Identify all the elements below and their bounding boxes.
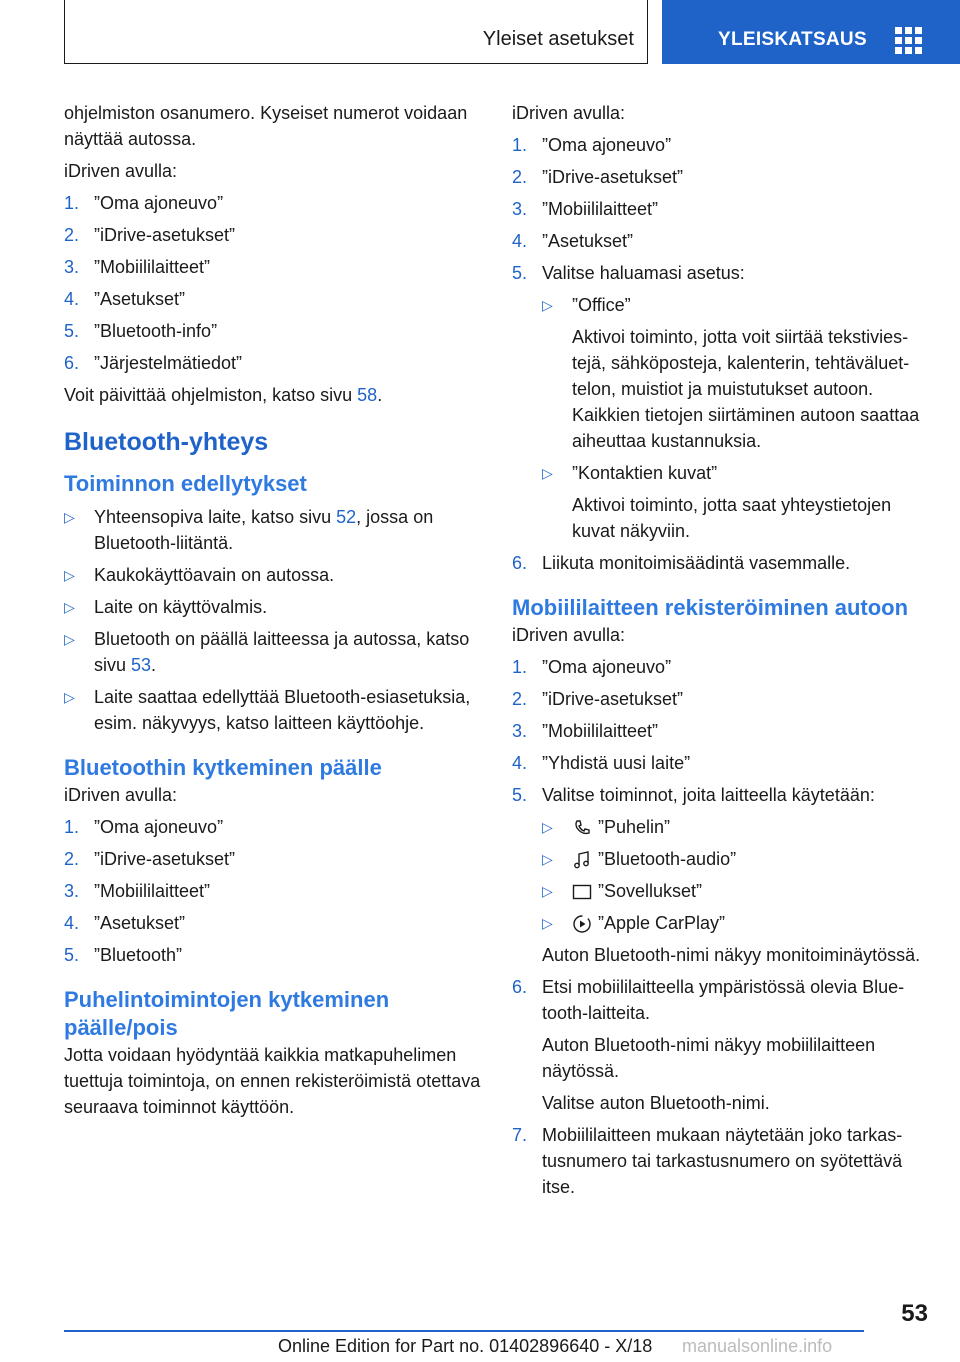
tab-overview-label: YLEISKATSAUS bbox=[718, 29, 867, 50]
subsection-heading: Bluetoothin kytkeminen päälle bbox=[64, 755, 382, 780]
list-number: 3. bbox=[64, 881, 80, 901]
list-number: 2. bbox=[64, 849, 80, 869]
option-label: ”Bluetooth-audio” bbox=[598, 849, 737, 869]
list-item bbox=[64, 254, 484, 280]
list-item bbox=[512, 228, 928, 254]
text: Laite on käyttövalmis. bbox=[94, 597, 268, 617]
list-text: Valitse toiminnot, joita laitteella käytetään: bbox=[542, 785, 875, 805]
option-description: Aktivoi toiminto, jotta saat yhteystietojen kuvat näkyviin. bbox=[572, 495, 892, 541]
list-number: 5. bbox=[64, 321, 80, 341]
list-number: 4. bbox=[64, 913, 80, 933]
list-item bbox=[64, 846, 484, 872]
footer-divider bbox=[64, 1330, 864, 1332]
triangle-bullet-icon: ▷ bbox=[542, 851, 553, 867]
numbered-list bbox=[512, 654, 928, 1200]
list-item bbox=[512, 132, 928, 158]
subsection-heading: Mobiililaitteen rekisteröiminen autoon bbox=[512, 595, 909, 620]
step-description: Valitse auton Bluetooth-nimi. bbox=[542, 1093, 770, 1113]
triangle-bullet-icon: ▷ bbox=[542, 883, 553, 899]
list-item bbox=[542, 292, 928, 454]
list-item bbox=[512, 260, 928, 544]
text: , jossa on Bluetooth-liitäntä. bbox=[94, 507, 434, 553]
option-label: ”Kontaktien kuvat” bbox=[572, 463, 718, 483]
list-text: ”Oma ajoneuvo” bbox=[94, 817, 224, 837]
text: Laite saattaa edellyttää Bluetooth-esiasetuksia, esim. näkyvyys, katso laitteen käyttöohje. bbox=[94, 687, 471, 733]
list-text: ”Mobiililaitteet” bbox=[542, 721, 659, 741]
list-text: ”Oma ajoneuvo” bbox=[94, 193, 224, 213]
list-text: ”Oma ajoneuvo” bbox=[542, 135, 672, 155]
subsection-heading: Toiminnon edellytykset bbox=[64, 471, 307, 496]
left-column bbox=[64, 100, 484, 1120]
triangle-bullet-icon: ▷ bbox=[64, 567, 75, 583]
list-number: 3. bbox=[64, 257, 80, 277]
bullet-list bbox=[542, 292, 928, 544]
list-item bbox=[512, 196, 928, 222]
list-number: 2. bbox=[64, 225, 80, 245]
list-number: 6. bbox=[512, 977, 528, 997]
step-description: Auton Bluetooth-nimi näkyy mobiililaitteen näytössä. bbox=[542, 1035, 876, 1081]
watermark: manualsonline.info bbox=[682, 1336, 833, 1356]
paragraph: iDriven avulla: bbox=[64, 785, 178, 805]
tab-overview[interactable] bbox=[662, 0, 960, 64]
triangle-bullet-icon: ▷ bbox=[542, 465, 553, 481]
triangle-bullet-icon: ▷ bbox=[542, 819, 553, 835]
list-number: 4. bbox=[512, 753, 528, 773]
list-item bbox=[512, 782, 928, 968]
paragraph: ohjelmiston osanumero. Kyseiset numerot voidaan näyttää autossa. bbox=[64, 103, 468, 149]
list-text: ”Asetukset” bbox=[542, 231, 634, 251]
list-text: ”Mobiililaitteet” bbox=[94, 881, 211, 901]
list-number: 1. bbox=[512, 135, 528, 155]
triangle-bullet-icon: ▷ bbox=[64, 509, 75, 525]
list-item bbox=[64, 594, 484, 620]
paragraph: iDriven avulla: bbox=[512, 103, 626, 123]
list-text: ”iDrive-asetukset” bbox=[542, 167, 684, 187]
music-note-icon bbox=[572, 850, 592, 870]
text: Kaukokäyttöavain on autossa. bbox=[94, 565, 335, 585]
list-item bbox=[512, 750, 928, 776]
list-item bbox=[542, 878, 928, 904]
list-item bbox=[512, 654, 928, 680]
list-text: ”Järjestelmätiedot” bbox=[94, 353, 243, 373]
list-text: ”iDrive-asetukset” bbox=[94, 225, 236, 245]
edition-text: Online Edition for Part no. 01402896640 - X/18 bbox=[278, 1336, 653, 1356]
option-label: ”Office” bbox=[572, 295, 631, 315]
list-number: 6. bbox=[64, 353, 80, 373]
list-item bbox=[64, 942, 484, 968]
triangle-bullet-icon: ▷ bbox=[542, 297, 553, 313]
list-text: ”Asetukset” bbox=[94, 913, 186, 933]
paragraph: iDriven avulla: bbox=[64, 161, 178, 181]
list-text: ”Bluetooth” bbox=[94, 945, 183, 965]
list-item bbox=[64, 190, 484, 216]
list-text: Mobiililaitteen mukaan näytetään joko tarkastusnumero tai tarkastusnumero on syötettävä itse. bbox=[542, 1125, 903, 1197]
list-item bbox=[64, 222, 484, 248]
bullet-list bbox=[64, 504, 484, 736]
paragraph: iDriven avulla: bbox=[512, 625, 626, 645]
list-item bbox=[64, 504, 484, 556]
list-number: 6. bbox=[512, 553, 528, 573]
triangle-bullet-icon: ▷ bbox=[64, 631, 75, 647]
list-item bbox=[64, 350, 484, 376]
numbered-list bbox=[512, 132, 928, 576]
list-text: ”Oma ajoneuvo” bbox=[542, 657, 672, 677]
list-item bbox=[542, 460, 928, 544]
text: Bluetooth on päällä laitteessa ja autossa, katso sivu bbox=[94, 629, 470, 675]
option-description: Aktivoi toiminto, jotta voit siirtää tekstiviestejä, sähköposteja, kalenterin, tehtäväluettelon, muistiot ja muistutukset autoon. Kaikkien tietojen siirtäminen autoon saattaa aiheuttaa kustannuksia. bbox=[572, 327, 920, 451]
list-item bbox=[512, 550, 928, 576]
list-item bbox=[512, 164, 928, 190]
list-number: 5. bbox=[64, 945, 80, 965]
page-number: 53 bbox=[901, 1300, 928, 1327]
subsection-heading: Puhelintoimintojen kytkeminen päälle/pois bbox=[64, 987, 390, 1040]
list-item bbox=[542, 846, 928, 872]
list-number: 4. bbox=[512, 231, 528, 251]
list-item bbox=[64, 286, 484, 312]
list-text: ”Yhdistä uusi laite” bbox=[542, 753, 691, 773]
paragraph: Jotta voidaan hyödyntää kaikkia matkapuhelimen tuettuja toimintoja, on ennen rekisteröimistä otettava seuraava toiminnot käyttöön. bbox=[64, 1045, 481, 1117]
list-item bbox=[64, 910, 484, 936]
list-text: Etsi mobiililaitteella ympäristössä olevia Bluetooth-laitteita. bbox=[542, 977, 905, 1023]
list-number: 3. bbox=[512, 199, 528, 219]
step-description: Auton Bluetooth-nimi näkyy monitoiminäytössä. bbox=[542, 945, 921, 965]
list-number: 1. bbox=[512, 657, 528, 677]
list-item bbox=[64, 878, 484, 904]
numbered-list bbox=[64, 190, 484, 376]
list-item bbox=[64, 814, 484, 840]
list-item bbox=[542, 910, 928, 936]
option-label: ”Puhelin” bbox=[598, 817, 671, 837]
paragraph bbox=[64, 382, 484, 408]
list-number: 2. bbox=[512, 689, 528, 709]
list-item bbox=[64, 684, 484, 736]
section-heading: Bluetooth-yhteys bbox=[64, 428, 269, 456]
list-item bbox=[512, 686, 928, 712]
list-number: 5. bbox=[512, 785, 528, 805]
apps-icon bbox=[572, 882, 592, 902]
page-header bbox=[64, 0, 960, 64]
phone-icon bbox=[572, 818, 592, 838]
list-item bbox=[512, 974, 928, 1116]
list-text: Valitse haluamasi asetus: bbox=[542, 263, 745, 283]
text: Yhteensopiva laite, katso sivu bbox=[94, 507, 337, 527]
triangle-bullet-icon: ▷ bbox=[64, 689, 75, 705]
list-number: 3. bbox=[512, 721, 528, 741]
list-text: ”Asetukset” bbox=[94, 289, 186, 309]
page-link[interactable]: 58 bbox=[357, 385, 378, 405]
list-number: 5. bbox=[512, 263, 528, 283]
list-number: 7. bbox=[512, 1125, 528, 1145]
bullet-list bbox=[542, 814, 928, 936]
list-item bbox=[512, 718, 928, 744]
list-text: ”Mobiililaitteet” bbox=[542, 199, 659, 219]
text: . bbox=[377, 385, 383, 405]
right-column bbox=[512, 100, 928, 1200]
list-item bbox=[64, 562, 484, 588]
text: Voit päivittää ohjelmiston, katso sivu bbox=[64, 385, 358, 405]
grid-icon bbox=[895, 27, 923, 53]
carplay-icon bbox=[572, 914, 592, 934]
list-item bbox=[542, 814, 928, 840]
list-item bbox=[512, 1122, 928, 1200]
page-link[interactable]: 52 bbox=[336, 507, 357, 527]
list-item bbox=[64, 318, 484, 344]
option-label: ”Apple CarPlay” bbox=[598, 913, 726, 933]
option-label: ”Sovellukset” bbox=[598, 881, 703, 901]
triangle-bullet-icon: ▷ bbox=[542, 915, 553, 931]
list-text: ”Mobiililaitteet” bbox=[94, 257, 211, 277]
triangle-bullet-icon: ▷ bbox=[64, 599, 75, 615]
list-number: 1. bbox=[64, 193, 80, 213]
list-item bbox=[64, 626, 484, 678]
page-link[interactable]: 53 bbox=[131, 655, 152, 675]
section-title: Yleiset asetukset bbox=[482, 28, 634, 50]
text: . bbox=[151, 655, 157, 675]
list-number: 2. bbox=[512, 167, 528, 187]
list-text: ”iDrive-asetukset” bbox=[542, 689, 684, 709]
list-number: 1. bbox=[64, 817, 80, 837]
numbered-list bbox=[64, 814, 484, 968]
list-text: ”Bluetooth-info” bbox=[94, 321, 218, 341]
list-number: 4. bbox=[64, 289, 80, 309]
list-text: ”iDrive-asetukset” bbox=[94, 849, 236, 869]
list-text: Liikuta monitoimisäädintä vasemmalle. bbox=[542, 553, 851, 573]
